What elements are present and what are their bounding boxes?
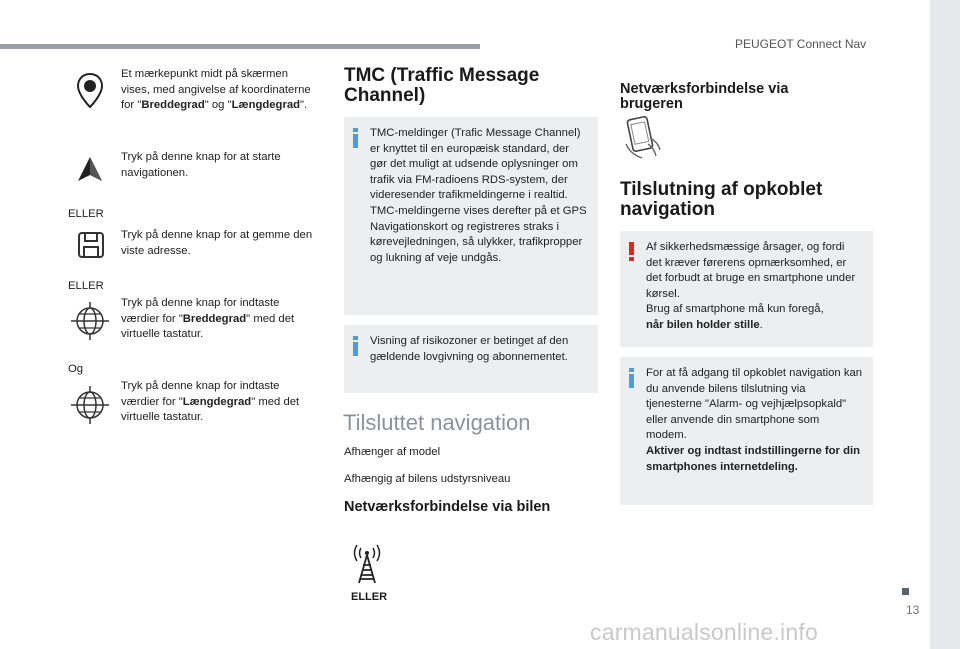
info-icon — [352, 128, 360, 148]
and-label: Og — [68, 363, 84, 375]
smartphone-hand-icon — [620, 114, 668, 167]
online-info-text: For at få adgang til opkoblet navigation kan du anvende bilens tilslutning via tjenesterne "Alarm- og vejhjælpsopkald" eller anvende din smartphone som modem. — [646, 367, 863, 442]
longitude-label: Længdegrad — [231, 99, 301, 112]
page-sidebar — [930, 0, 960, 649]
via-user-heading: Netværksforbindelse via brugeren — [620, 80, 789, 112]
via-car-heading: Netværksforbindelse via bilen — [344, 499, 551, 515]
coordinates-description — [121, 67, 316, 114]
text-segment: Tryk på denne knap for indtaste værdier for " — [121, 380, 280, 408]
online-info-box — [620, 357, 873, 505]
warning-bold-text: når bilen holder stille — [646, 318, 760, 331]
text-segment: Tryk på denne knap for indtaste værdier for " — [121, 297, 280, 325]
tmc-info-box — [344, 117, 598, 315]
depends-equipment-text: Afhængig af bilens udstyrsniveau — [344, 473, 511, 485]
header-rule — [0, 44, 480, 49]
navigation-arrow-icon — [76, 155, 104, 188]
online-navigation-heading: Tilslutning af opkoblet navigation — [620, 179, 823, 220]
save-icon — [76, 230, 106, 265]
latitude-input-description — [121, 296, 316, 343]
text-segment: " med det virtuelle tastatur. — [121, 312, 295, 341]
longitude-label: Længdegrad — [182, 395, 252, 408]
warning-text-2: Brug af smartphone må kun foregå, — [646, 303, 824, 316]
text-segment: . — [759, 318, 763, 331]
online-info-bold-text: Aktiver og indtast indstillingerne for din smartphones internetdeling. — [646, 444, 861, 473]
risk-info-text: Visning af risikozoner er betinget af den gældende lovgivning og abonnementet. — [370, 335, 569, 363]
text-segment: Et mærkepunkt midt på skærmen vises, med angivelse af koordinaterne for " — [121, 68, 311, 112]
longitude-input-description — [121, 379, 316, 426]
connected-navigation-heading: Tilsluttet navigation — [343, 410, 531, 435]
text-segment: " og " — [204, 99, 232, 112]
risk-info-box — [344, 325, 598, 393]
warning-box — [620, 231, 873, 347]
latitude-label: Breddegrad — [141, 99, 205, 112]
globe-icon — [70, 385, 110, 430]
warning-icon — [628, 242, 636, 262]
warning-text: Af sikkerhedsmæssige årsager, og fordi det kræver førerens opmærksomhed, er det forbudt at bruge en smartphone under kørsel. — [646, 241, 856, 300]
text-segment: ". — [300, 99, 308, 112]
page-number: 13 — [906, 603, 920, 617]
globe-icon — [70, 301, 110, 346]
tmc-info-text: TMC-meldinger (Trafic Message Channel) er knyttet til en europæisk standard, der gør det muligt at udsende oplysninger om trafik via FM-radioens RDS-system, der videresender trafikmeldingerne i realtid. TMC-meldingerne vises derefter på et GPS Navigationskort og registreres straks i kørevejledningen, så ulykker, trafikpropper og lukning af veje undgås. — [370, 127, 587, 264]
save-address-description: Tryk på denne knap for at gemme den viste adresse. — [121, 229, 313, 257]
info-icon — [352, 336, 360, 356]
depends-model-text: Afhænger af model — [344, 446, 441, 458]
tmc-heading: TMC (Traffic Message Channel) — [344, 65, 540, 106]
or-label: ELLER — [68, 208, 104, 220]
or-label: ELLER — [351, 591, 388, 603]
map-pin-icon — [76, 72, 104, 115]
start-navigation-description: Tryk på denne knap for at starte navigationen. — [121, 151, 281, 179]
watermark: carmanualsonline.info — [590, 619, 818, 645]
continue-marker — [902, 588, 909, 595]
page-header-title: PEUGEOT Connect Nav — [735, 37, 867, 51]
antenna-icon — [350, 543, 384, 590]
latitude-label: Breddegrad — [182, 312, 247, 325]
text-segment: " med det virtuelle tastatur. — [121, 395, 300, 424]
or-label: ELLER — [68, 280, 104, 292]
info-icon — [628, 368, 636, 388]
